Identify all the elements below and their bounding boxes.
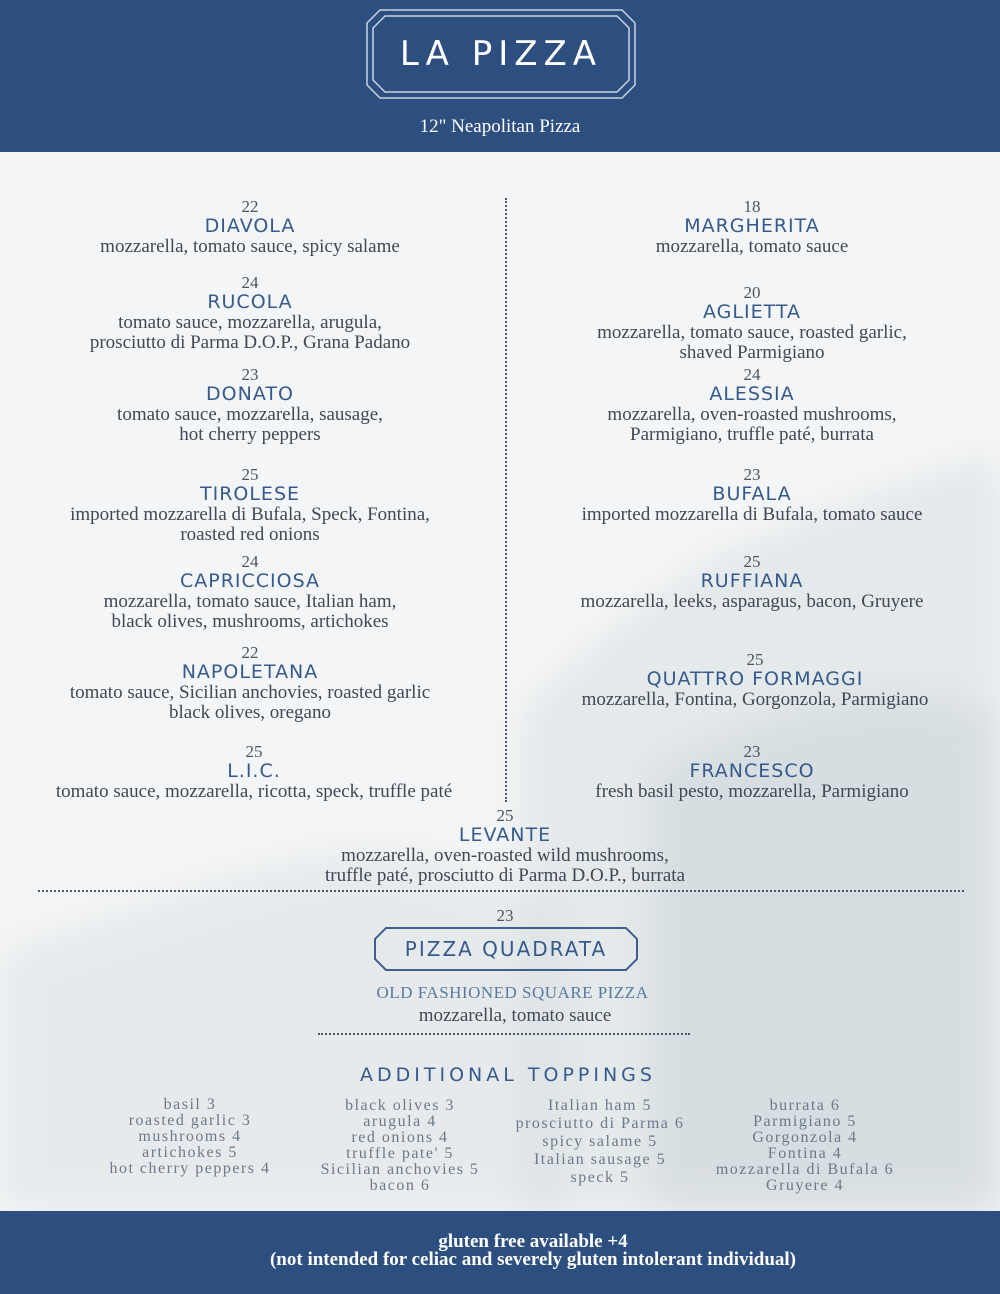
item-name: DONATO: [206, 383, 294, 405]
item-desc: mozzarella, oven-roasted wild mushrooms,: [341, 845, 669, 866]
menu-item-capricciosa: [40, 553, 460, 632]
item-desc: shaved Parmigiano: [679, 342, 825, 363]
toppings-column-2: [290, 1098, 510, 1194]
topping-item: mozzarella di Bufala 6: [715, 1161, 895, 1178]
item-desc: mozzarella, tomato sauce, Italian ham,: [103, 591, 397, 612]
item-desc: mozzarella, oven-roasted mushrooms,: [607, 404, 897, 425]
topping-item: basil 3: [163, 1096, 217, 1113]
item-desc: tomato sauce, mozzarella, sausage,: [117, 404, 383, 425]
topping-item: red onions 4: [351, 1129, 449, 1146]
item-desc: tomato sauce, mozzarella, ricotta, speck, truffle paté: [55, 781, 453, 802]
menu-item-francesco: [540, 743, 964, 802]
toppings-column-3: [490, 1097, 710, 1187]
item-price: 23: [743, 742, 761, 761]
topping-item: Gruyere 4: [766, 1177, 844, 1194]
item-price: 25: [241, 465, 259, 484]
topping-item: Fontina 4: [767, 1145, 843, 1162]
item-desc: mozzarella, Fontina, Gorgonzola, Parmigiano: [581, 689, 929, 710]
topping-item: roasted garlic 3: [128, 1112, 252, 1129]
toppings-divider: [318, 1033, 690, 1035]
item-desc: fresh basil pesto, mozzarella, Parmigiano: [595, 781, 909, 802]
item-price: 24: [241, 552, 259, 571]
item-name: DIAVOLA: [204, 215, 296, 237]
item-desc: black olives, mushrooms, artichokes: [111, 611, 389, 632]
item-desc: tomato sauce, mozzarella, arugula,: [118, 312, 382, 333]
item-name: ALESSIA: [709, 383, 795, 405]
item-desc: truffle paté, prosciutto di Parma D.O.P., burrata: [324, 865, 686, 886]
item-desc: imported mozzarella di Bufala, Speck, Fontina,: [70, 504, 430, 525]
column-divider: [505, 198, 507, 802]
topping-item: burrata 6: [769, 1097, 841, 1114]
gluten-free-note: gluten free available +4: [438, 1231, 628, 1252]
topping-item: black olives 3: [345, 1097, 455, 1114]
item-desc: tomato sauce, Sicilian anchovies, roasted garlic: [69, 682, 431, 703]
footer-banner: [0, 1211, 1000, 1294]
topping-item: speck 5: [570, 1169, 630, 1186]
item-desc: mozzarella, leeks, asparagus, bacon, Gruyere: [580, 591, 924, 612]
item-name: TIROLESE: [199, 483, 301, 505]
item-price: 25: [746, 650, 764, 669]
item-name: LEVANTE: [458, 824, 552, 846]
item-desc: Parmigiano, truffle paté, burrata: [630, 424, 874, 445]
item-price: 18: [743, 197, 761, 216]
item-price: 20: [743, 283, 761, 302]
menu-item-levante: [255, 807, 755, 886]
item-price: 25: [245, 742, 263, 761]
menu-item-diavola: [40, 198, 460, 257]
topping-item: artichokes 5: [142, 1144, 238, 1161]
topping-item: hot cherry peppers 4: [109, 1160, 271, 1177]
quadrata-desc: mozzarella, tomato sauce: [418, 1005, 612, 1026]
section-divider: [38, 890, 964, 892]
item-desc: prosciutto di Parma D.O.P., Grana Padano: [89, 332, 411, 353]
topping-item: Parmigiano 5: [753, 1113, 857, 1130]
item-desc: hot cherry peppers: [179, 424, 321, 445]
menu-item-quattro-formaggi: [540, 651, 970, 710]
menu-item-napoletana: [40, 644, 460, 723]
quadrata-subtitle: OLD FASHIONED SQUARE PIZZA: [376, 983, 649, 1002]
toppings-title: ADDITIONAL TOPPINGS: [360, 1064, 656, 1086]
topping-item: spicy salame 5: [542, 1133, 658, 1150]
toppings-column-1: [90, 1097, 290, 1177]
quadrata-title-frame: [374, 927, 638, 971]
item-name: L.I.C.: [227, 760, 281, 782]
item-desc: mozzarella, tomato sauce, roasted garlic,: [597, 322, 907, 343]
item-price: 23: [241, 365, 259, 384]
topping-item: mushrooms 4: [138, 1128, 242, 1145]
menu-item-ruffiana: [540, 553, 964, 612]
menu-item-donato: [40, 366, 460, 445]
item-desc: black olives, oregano: [169, 702, 331, 723]
menu-item-rucola: [40, 274, 460, 353]
item-price: 24: [743, 365, 761, 384]
topping-item: bacon 6: [369, 1177, 431, 1194]
item-name: NAPOLETANA: [181, 661, 319, 683]
topping-item: truffle pate' 5: [346, 1145, 454, 1162]
menu-item-bufala: [540, 466, 964, 525]
topping-item: Sicilian anchovies 5: [320, 1161, 480, 1178]
item-name: QUATTRO FORMAGGI: [646, 668, 864, 690]
item-name: AGLIETTA: [703, 301, 801, 323]
item-name: RUFFIANA: [700, 570, 804, 592]
item-price: 23: [743, 465, 761, 484]
logo-title: LA PIZZA: [399, 34, 603, 74]
menu-item-tirolese: [40, 466, 460, 545]
menu-item-lic: [34, 743, 474, 802]
logo: [366, 9, 636, 99]
topping-item: Gorgonzola 4: [752, 1129, 858, 1146]
item-desc: mozzarella, tomato sauce: [655, 236, 849, 257]
item-name: RUCOLA: [207, 291, 293, 313]
item-name: CAPRICCIOSA: [179, 570, 321, 592]
header-banner: [0, 0, 1000, 152]
item-price: 22: [241, 197, 259, 216]
item-desc: roasted red onions: [180, 524, 320, 545]
menu-item-aglietta: [540, 284, 964, 363]
item-price: 24: [241, 273, 259, 292]
menu-item-margherita: [540, 198, 964, 257]
topping-item: arugula 4: [363, 1113, 437, 1130]
item-price: 25: [743, 552, 761, 571]
topping-item: Italian sausage 5: [533, 1151, 667, 1168]
menu-item-alessia: [540, 366, 964, 445]
quadrata-price: 23: [496, 906, 514, 925]
subtitle: 12" Neapolitan Pizza: [419, 116, 581, 137]
item-desc: mozzarella, tomato sauce, spicy salame: [100, 236, 400, 257]
quadrata-title: PIZZA QUADRATA: [404, 937, 608, 961]
gluten-disclaimer: (not intended for celiac and severely gluten intolerant individual): [269, 1249, 797, 1270]
item-name: BUFALA: [712, 483, 792, 505]
item-price: 25: [496, 806, 514, 825]
topping-item: Italian ham 5: [548, 1097, 652, 1114]
item-name: MARGHERITA: [684, 215, 820, 237]
item-price: 22: [241, 643, 259, 662]
item-name: FRANCESCO: [689, 760, 815, 782]
topping-item: prosciutto di Parma 6: [515, 1115, 685, 1132]
item-desc: imported mozzarella di Bufala, tomato sauce: [581, 504, 923, 525]
toppings-column-4: [695, 1098, 915, 1194]
